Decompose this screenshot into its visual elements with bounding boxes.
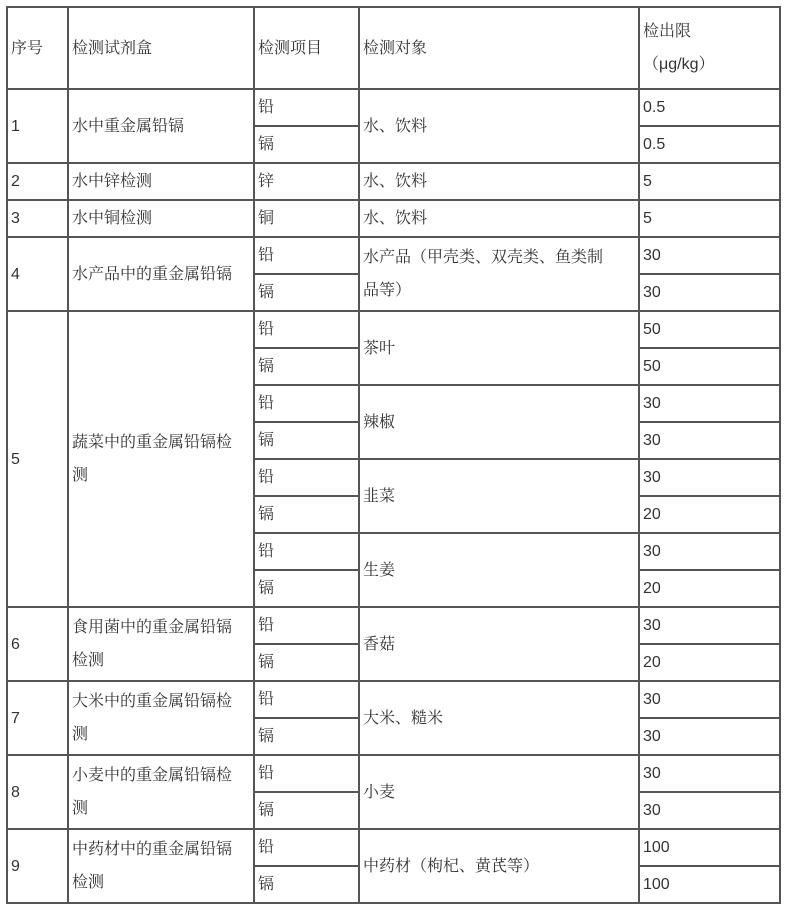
header-row (7, 7, 780, 89)
object-cell: 大米、糙米 (359, 681, 639, 755)
limit-cell: 30 (639, 422, 780, 459)
table-row (7, 89, 780, 126)
analyte-cell: 铅 (254, 533, 359, 570)
limit-cell: 5 (639, 163, 780, 200)
table-row (7, 607, 780, 644)
analyte-cell: 铅 (254, 755, 359, 792)
limit-cell: 0.5 (639, 89, 780, 126)
limit-cell: 50 (639, 348, 780, 385)
serial-cell: 8 (7, 755, 68, 829)
analyte-cell: 镉 (254, 348, 359, 385)
kit-cell: 水中铜检测 (68, 200, 254, 237)
limit-cell: 30 (639, 792, 780, 829)
limit-cell: 100 (639, 829, 780, 866)
kit-cell: 中药材中的重金属铅镉检测 (68, 829, 254, 903)
analyte-cell: 铜 (254, 200, 359, 237)
kit-cell: 大米中的重金属铅镉检测 (68, 681, 254, 755)
header-limit-line1: 检出限 (643, 23, 692, 40)
limit-cell: 0.5 (639, 126, 780, 163)
serial-cell: 5 (7, 311, 68, 607)
limit-cell: 50 (639, 311, 780, 348)
analyte-cell: 铅 (254, 89, 359, 126)
serial-cell: 2 (7, 163, 68, 200)
limit-cell: 30 (639, 385, 780, 422)
kit-cell: 蔬菜中的重金属铅镉检测 (68, 311, 254, 607)
serial-cell: 6 (7, 607, 68, 681)
serial-cell: 4 (7, 237, 68, 311)
kit-cell: 水中锌检测 (68, 163, 254, 200)
analyte-cell: 镉 (254, 274, 359, 311)
limit-cell: 100 (639, 866, 780, 903)
object-cell: 茶叶 (359, 311, 639, 385)
analyte-cell: 铅 (254, 607, 359, 644)
analyte-cell: 镉 (254, 866, 359, 903)
serial-cell: 3 (7, 200, 68, 237)
analyte-cell: 铅 (254, 459, 359, 496)
limit-cell: 30 (639, 274, 780, 311)
kit-cell: 小麦中的重金属铅镉检测 (68, 755, 254, 829)
limit-cell: 5 (639, 200, 780, 237)
analyte-cell: 镉 (254, 644, 359, 681)
limit-cell: 30 (639, 459, 780, 496)
header-item: 检测项目 (254, 7, 359, 89)
object-cell: 辣椒 (359, 385, 639, 459)
analyte-cell: 铅 (254, 237, 359, 274)
limit-cell: 20 (639, 570, 780, 607)
limit-cell: 20 (639, 496, 780, 533)
serial-cell: 7 (7, 681, 68, 755)
header-limit (639, 7, 780, 89)
table-row (7, 311, 780, 348)
header-limit-line2: （μg/kg） (643, 56, 715, 73)
analyte-cell: 铅 (254, 681, 359, 718)
analyte-cell: 镉 (254, 718, 359, 755)
analyte-cell: 镉 (254, 570, 359, 607)
header-object: 检测对象 (359, 7, 639, 89)
detection-kits-table (6, 6, 781, 904)
table-row (7, 681, 780, 718)
table-row (7, 829, 780, 866)
header-kit: 检测试剂盒 (68, 7, 254, 89)
serial-cell: 1 (7, 89, 68, 163)
limit-cell: 30 (639, 681, 780, 718)
analyte-cell: 铅 (254, 385, 359, 422)
limit-cell: 30 (639, 607, 780, 644)
object-cell: 水、饮料 (359, 89, 639, 163)
kit-cell: 水产品中的重金属铅镉 (68, 237, 254, 311)
kit-cell: 食用菌中的重金属铅镉检测 (68, 607, 254, 681)
header-serial: 序号 (7, 7, 68, 89)
analyte-cell: 镉 (254, 496, 359, 533)
table-row (7, 200, 780, 237)
kit-cell: 水中重金属铅镉 (68, 89, 254, 163)
limit-cell: 30 (639, 755, 780, 792)
analyte-cell: 镉 (254, 792, 359, 829)
limit-cell: 30 (639, 718, 780, 755)
table-row (7, 755, 780, 792)
limit-cell: 30 (639, 237, 780, 274)
object-cell: 韭菜 (359, 459, 639, 533)
object-cell: 中药材（枸杞、黄芪等） (359, 829, 639, 903)
table-row (7, 237, 780, 274)
object-cell: 生姜 (359, 533, 639, 607)
object-cell: 水、饮料 (359, 200, 639, 237)
serial-cell: 9 (7, 829, 68, 903)
object-cell: 水产品（甲壳类、双壳类、鱼类制品等） (359, 237, 639, 311)
object-cell: 香菇 (359, 607, 639, 681)
analyte-cell: 铅 (254, 311, 359, 348)
limit-cell: 20 (639, 644, 780, 681)
analyte-cell: 镉 (254, 126, 359, 163)
analyte-cell: 镉 (254, 422, 359, 459)
analyte-cell: 锌 (254, 163, 359, 200)
object-cell: 小麦 (359, 755, 639, 829)
object-cell: 水、饮料 (359, 163, 639, 200)
limit-cell: 30 (639, 533, 780, 570)
table-row (7, 163, 780, 200)
analyte-cell: 铅 (254, 829, 359, 866)
